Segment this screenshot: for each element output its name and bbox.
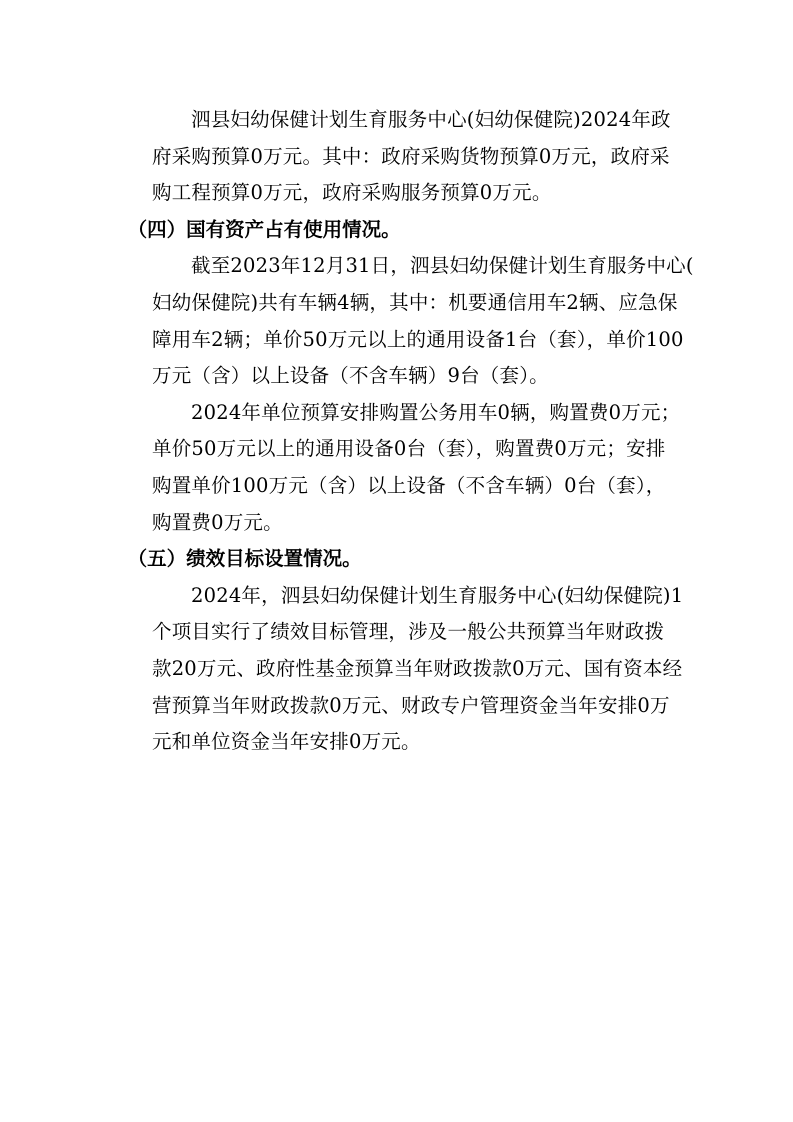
- text-line: 妇幼保健院)共有车辆4辆，其中：机要通信用车2辆、应急保: [152, 290, 678, 314]
- section-4-heading: （四）国有资产占有使用情况。: [127, 217, 401, 241]
- performance-paragraph: [113, 578, 693, 761]
- text-line: 营预算当年财政拨款0万元、财政专户管理资金当年安排0万: [152, 693, 670, 717]
- text-line: 购置费0万元。: [152, 510, 283, 534]
- section-5-heading: （五）绩效目标设置情况。: [127, 547, 362, 571]
- text-line: 元和单位资金当年安排0万元。: [152, 730, 421, 754]
- text-line: 购工程预算0万元，政府采购服务预算0万元。: [152, 181, 552, 205]
- text-line: 障用车2辆；单价50万元以上的通用设备1台（套），单价100: [152, 327, 684, 351]
- vehicle-budget-paragraph: [113, 395, 693, 541]
- text-line: 截至2023年12月31日，泗县妇幼保健计划生育服务中心(: [191, 254, 694, 278]
- text-line: 泗县妇幼保健计划生育服务中心(妇幼保健院)2024年政: [191, 108, 671, 131]
- text-line: 2024年，泗县妇幼保健计划生育服务中心(妇幼保健院)1: [191, 583, 684, 607]
- text-line: 个项目实行了绩效目标管理，涉及一般公共预算当年财政拨: [152, 620, 665, 644]
- text-line: 2024年单位预算安排购置公务用车0辆，购置费0万元；: [191, 400, 681, 424]
- document-page: [113, 102, 693, 761]
- procurement-paragraph: [113, 102, 693, 212]
- assets-paragraph: [113, 248, 693, 394]
- text-line: 购置单价100万元（含）以上设备（不含车辆）0台（套），: [152, 473, 666, 497]
- text-line: 府采购预算0万元。其中：政府采购货物预算0万元，政府采: [152, 144, 670, 168]
- text-line: 款20万元、政府性基金预算当年财政拨款0万元、国有资本经: [152, 656, 683, 680]
- text-line: 单价50万元以上的通用设备0台（套），购置费0万元；安排: [152, 437, 666, 461]
- text-line: 万元（含）以上设备（不含车辆）9台（套）。: [152, 364, 549, 388]
